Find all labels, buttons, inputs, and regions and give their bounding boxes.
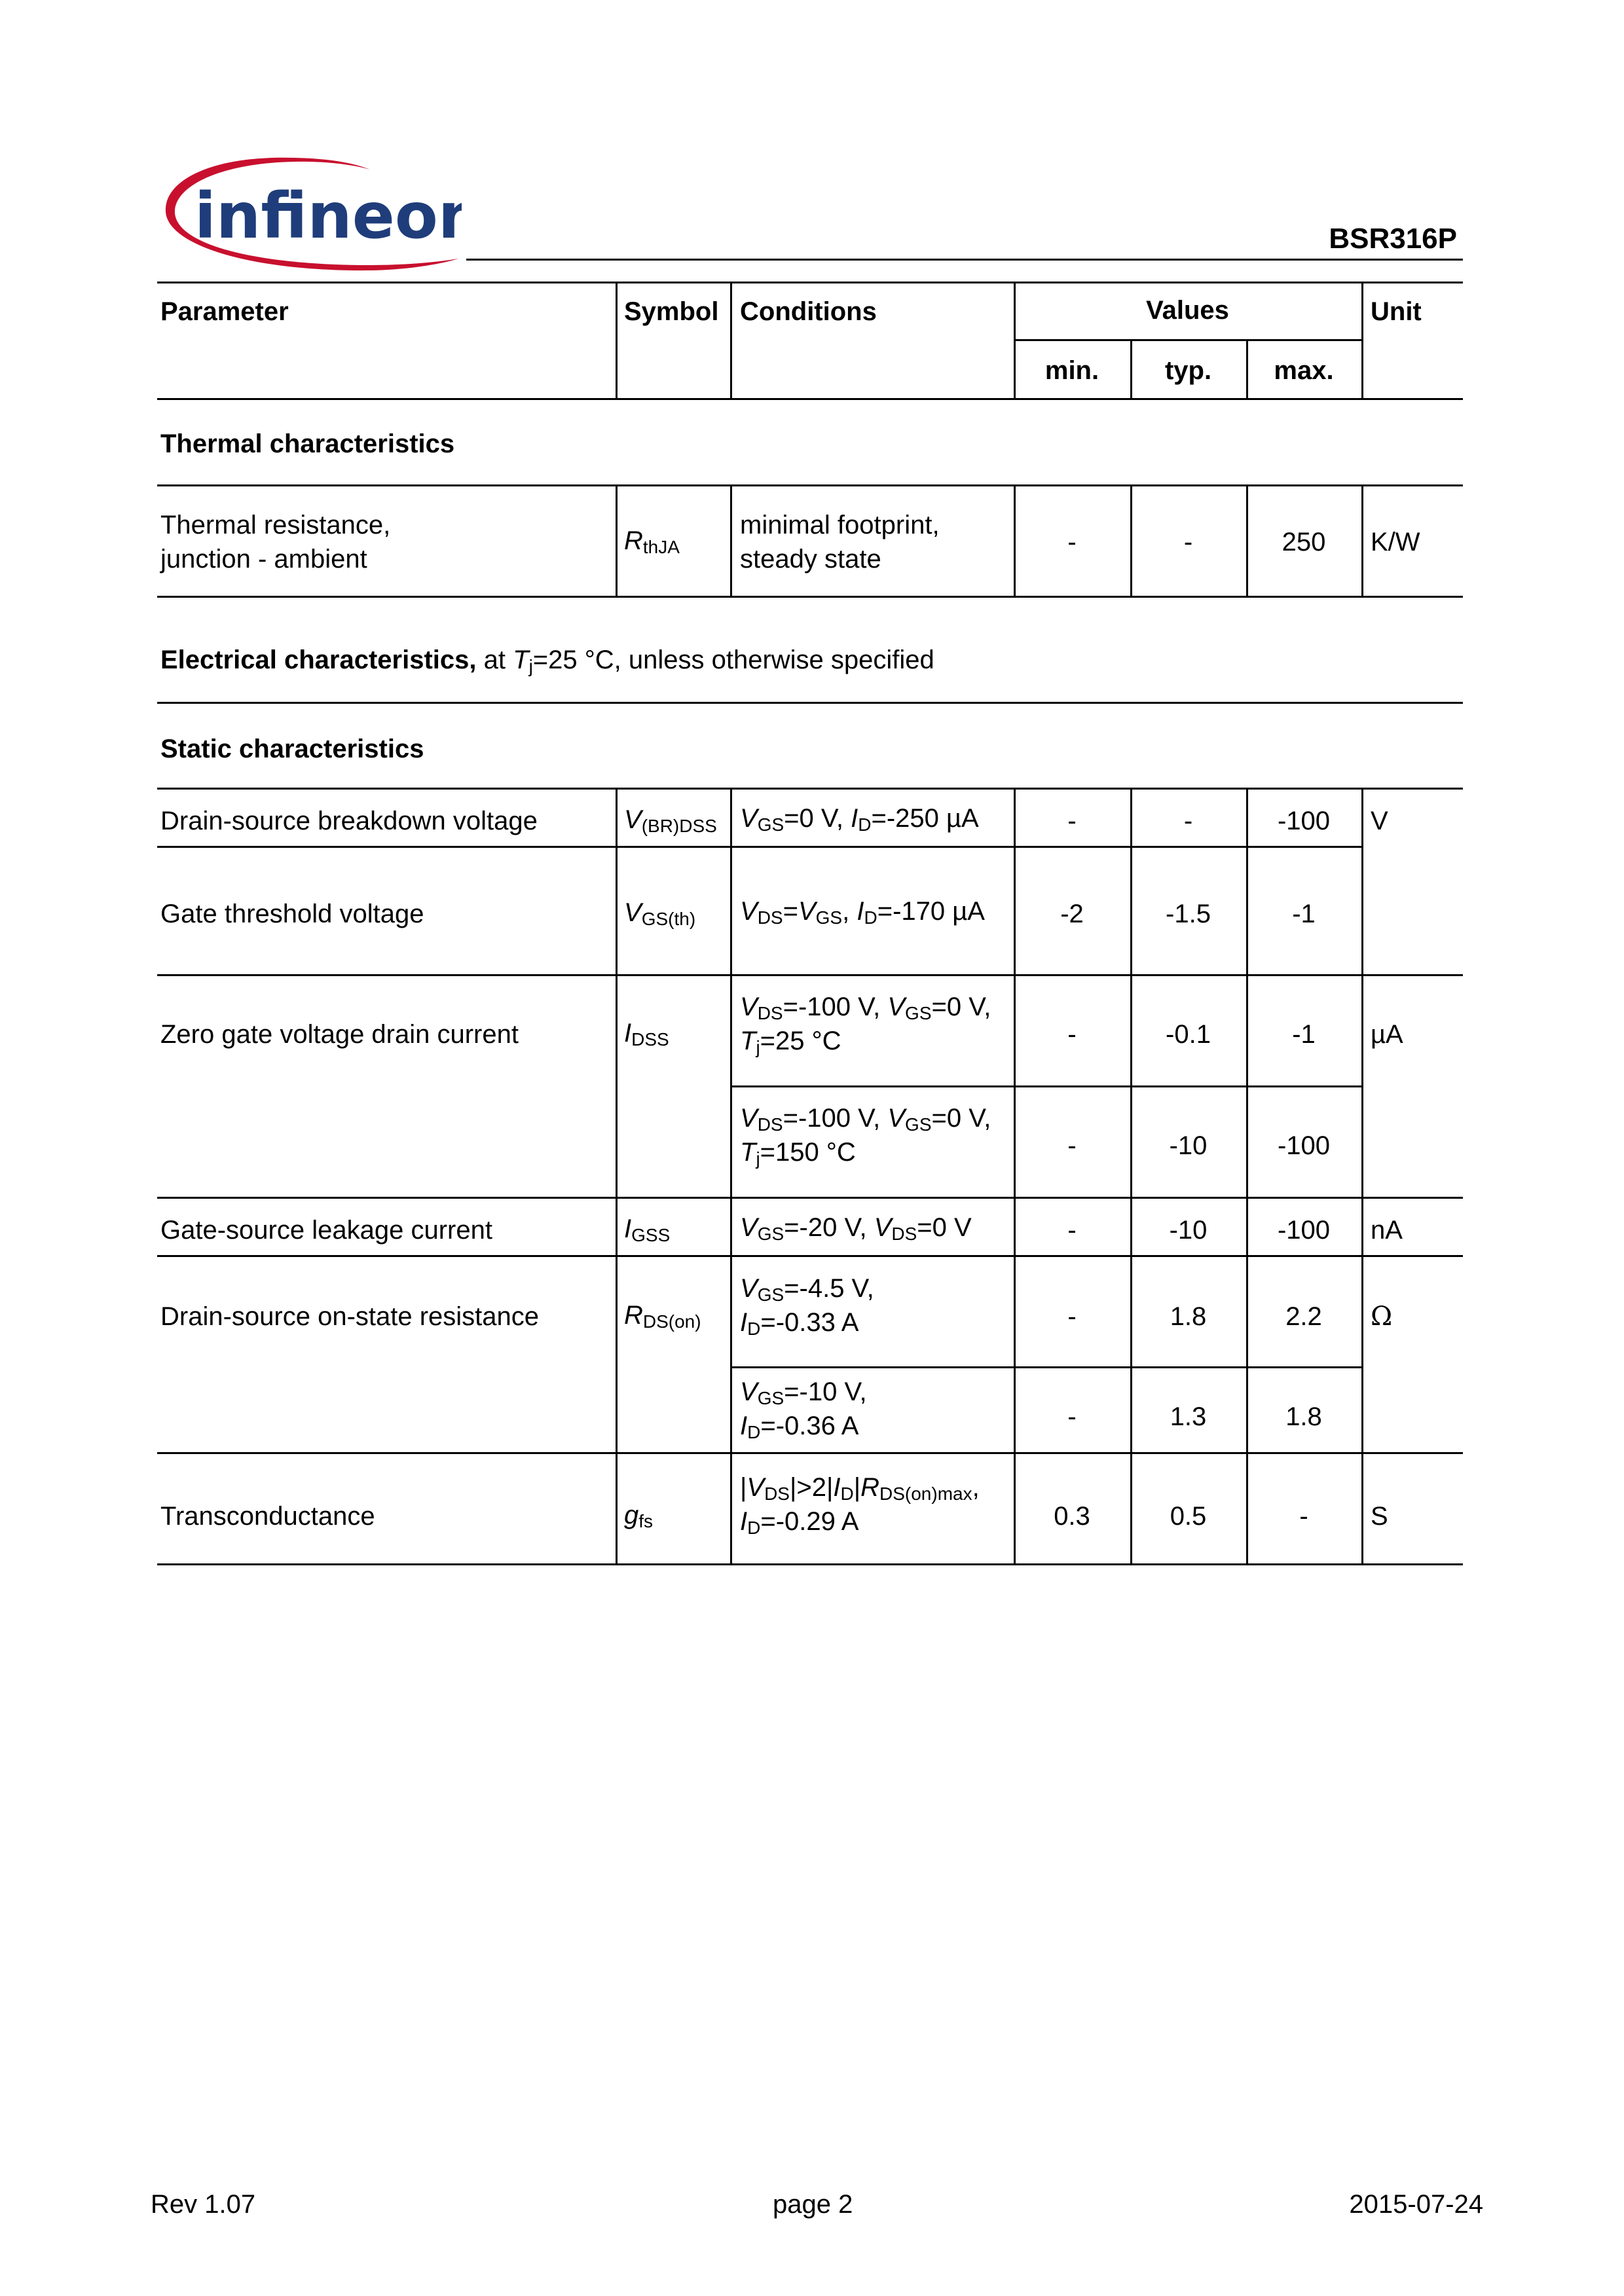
- col-rule: [1361, 282, 1363, 399]
- footer-date: 2015-07-24: [1349, 2190, 1483, 2219]
- leakage-max: -100: [1277, 1216, 1331, 1245]
- on-resistance-cond-2b: $I_D=-0.36$ A: [740, 1412, 859, 1442]
- table-top-rule: [157, 282, 1463, 283]
- thermal-row-bottom-rule: [157, 596, 1463, 598]
- on-resistance-cond-1a: $V_{GS}=-4.5$ V,: [740, 1274, 874, 1305]
- col-rule: [1361, 484, 1363, 597]
- threshold-typ: -1.5: [1166, 900, 1211, 928]
- footer-page: page 2: [773, 2190, 853, 2219]
- leakage-param: Gate-source leakage current: [160, 1216, 492, 1245]
- threshold-max: -1: [1292, 900, 1316, 928]
- row-rule: [157, 974, 1463, 976]
- zero-gate-max-1: -1: [1292, 1020, 1316, 1049]
- row-rule: [157, 1197, 1463, 1199]
- on-resistance-min-2: -: [1067, 1402, 1077, 1431]
- header-min: min.: [1044, 356, 1099, 385]
- leakage-unit: nA: [1371, 1216, 1403, 1245]
- header-typ: typ.: [1164, 356, 1212, 385]
- header-parameter: Parameter: [160, 297, 289, 326]
- transconductance-unit: S: [1371, 1502, 1388, 1531]
- thermal-unit: K/W: [1371, 528, 1420, 556]
- leakage-typ: -10: [1169, 1216, 1208, 1245]
- zero-gate-cond-1a: $V_{DS}=-100$ V, $V_{GS}=0$ V,: [740, 993, 991, 1023]
- zero-gate-max-2: -100: [1277, 1131, 1331, 1160]
- row-rule: [730, 1366, 1361, 1368]
- row-rule: [157, 1255, 1463, 1257]
- header-symbol: Symbol: [624, 297, 719, 326]
- leakage-min: -: [1067, 1216, 1077, 1245]
- col-rule: [616, 788, 618, 1565]
- row-rule: [730, 1085, 1361, 1087]
- breakdown-symbol: $V_{(BR)DSS}$: [624, 805, 717, 836]
- on-resistance-unit: Ω: [1371, 1302, 1393, 1332]
- transconductance-min: 0.3: [1054, 1502, 1090, 1531]
- header-conditions: Conditions: [740, 297, 877, 326]
- breakdown-min: -: [1067, 807, 1077, 835]
- leakage-symbol: $I_{GSS}$: [624, 1214, 671, 1245]
- on-resistance-typ-2: 1.3: [1170, 1402, 1207, 1431]
- col-rule: [730, 484, 732, 597]
- threshold-min: -2: [1060, 900, 1084, 928]
- values-sub-rule: [1014, 339, 1361, 341]
- zero-gate-param: Zero gate voltage drain current: [160, 1020, 519, 1049]
- on-resistance-symbol: $R_{DS(on)}$: [624, 1301, 701, 1332]
- header-max: max.: [1274, 356, 1334, 385]
- header-values: Values: [1146, 296, 1229, 325]
- col-rule: [730, 788, 732, 1565]
- section-thermal: Thermal characteristics: [160, 429, 455, 458]
- on-resistance-max-1: 2.2: [1285, 1302, 1322, 1331]
- row-rule: [157, 846, 1361, 848]
- zero-gate-min-1: -: [1067, 1020, 1077, 1049]
- breakdown-max: -100: [1277, 807, 1331, 835]
- threshold-cond: $V_{DS}=V_{GS}$, $I_D=-170$ µA: [740, 897, 985, 928]
- transconductance-param: Transconductance: [160, 1502, 375, 1531]
- section-static: Static characteristics: [160, 735, 424, 763]
- on-resistance-max-2: 1.8: [1285, 1402, 1322, 1431]
- zero-gate-typ-2: -10: [1169, 1131, 1208, 1160]
- on-resistance-min-1: -: [1067, 1302, 1077, 1331]
- table-bottom-rule: [157, 1563, 1463, 1565]
- transconductance-cond-b: $I_D=-0.29$ A: [740, 1507, 859, 1538]
- col-rule: [730, 282, 732, 399]
- svg-text:infineon: infineon: [194, 179, 462, 253]
- on-resistance-cond-1b: $I_D=-0.33$ A: [740, 1308, 859, 1339]
- col-rule: [616, 484, 618, 597]
- infineon-logo: [160, 154, 462, 278]
- on-resistance-typ-1: 1.8: [1170, 1302, 1207, 1331]
- thermal-cond-line1: minimal footprint,: [740, 511, 940, 539]
- zero-gate-cond-2b: $T_j=150$ °C: [740, 1138, 856, 1169]
- part-number: BSR316P: [1329, 223, 1457, 255]
- footer-revision: Rev 1.07: [151, 2190, 256, 2219]
- thermal-row-top-rule: [157, 484, 1463, 486]
- thermal-param-line1: Thermal resistance,: [160, 511, 391, 539]
- transconductance-max: -: [1299, 1502, 1308, 1531]
- thermal-cond-line2: steady state: [740, 545, 881, 574]
- on-resistance-param: Drain-source on-state resistance: [160, 1302, 540, 1331]
- thermal-symbol: $R_{thJA}$: [624, 526, 680, 557]
- transconductance-cond-a: $|V_{DS}|>2|I_D|R_{DS(on)max}$,: [740, 1473, 980, 1504]
- zero-gate-min-2: -: [1067, 1131, 1077, 1160]
- transconductance-typ: 0.5: [1170, 1502, 1207, 1531]
- thermal-min: -: [1067, 528, 1077, 556]
- breakdown-param: Drain-source breakdown voltage: [160, 807, 538, 835]
- threshold-symbol: $V_{GS(th)}$: [624, 898, 696, 929]
- electrical-rule: [157, 702, 1463, 704]
- header-bottom-rule: [157, 398, 1463, 400]
- on-resistance-cond-2a: $V_{GS}=-10$ V,: [740, 1377, 867, 1408]
- header-unit: Unit: [1371, 297, 1422, 326]
- breakdown-unit: V: [1371, 807, 1388, 835]
- threshold-param: Gate threshold voltage: [160, 900, 424, 928]
- header-rule: [466, 259, 1463, 261]
- breakdown-cond: $V_{GS}=0$ V, $I_D=-250$ µA: [740, 804, 979, 835]
- zero-gate-cond-2a: $V_{DS}=-100$ V, $V_{GS}=0$ V,: [740, 1104, 991, 1135]
- row-rule: [157, 1452, 1463, 1454]
- thermal-param-line2: junction - ambient: [160, 545, 367, 574]
- breakdown-typ: -: [1183, 807, 1193, 835]
- col-rule: [616, 282, 618, 399]
- transconductance-symbol: $g_{fs}$: [624, 1501, 654, 1531]
- static-rule: [157, 788, 1463, 790]
- leakage-cond: $V_{GS}=-20$ V, $V_{DS}=0$ V: [740, 1213, 972, 1244]
- zero-gate-cond-1b: $T_j=25$ °C: [740, 1027, 841, 1057]
- thermal-max: 250: [1282, 528, 1326, 556]
- col-rule: [1361, 788, 1363, 1565]
- section-electrical: Electrical characteristics, at $T_j=25$ °C, unless otherwise specified: [160, 646, 934, 676]
- zero-gate-unit: µA: [1371, 1020, 1403, 1049]
- thermal-typ: -: [1183, 528, 1193, 556]
- zero-gate-symbol: $I_{DSS}$: [624, 1019, 669, 1049]
- zero-gate-typ-1: -0.1: [1166, 1020, 1211, 1049]
